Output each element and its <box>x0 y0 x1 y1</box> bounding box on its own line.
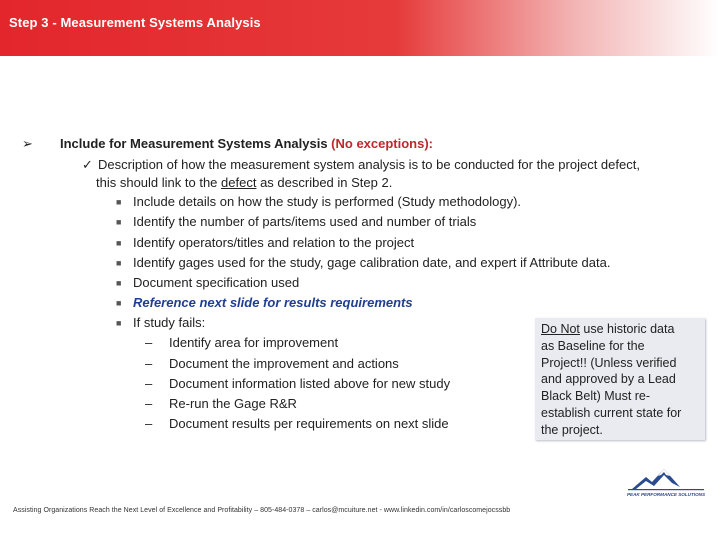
check-item <box>82 156 682 192</box>
mountain-logo-icon <box>624 467 708 499</box>
bullet-text: Identify operators/titles and relation to the project <box>133 235 415 250</box>
callout-note <box>535 318 705 440</box>
bullet-text: Identify the number of parts/items used and number of trials <box>133 214 477 229</box>
sub-item-text: Identify area for improvement <box>169 335 339 350</box>
sub-item <box>145 355 399 373</box>
bullet-item <box>116 254 610 272</box>
sub-item <box>145 395 297 413</box>
bullet-item <box>116 314 205 332</box>
bullet-item <box>116 213 476 231</box>
note-line: Project!! (Unless verified <box>541 355 677 370</box>
bullet-item <box>116 193 521 211</box>
note-underlined: Do Not <box>541 322 580 336</box>
note-line: Black Belt) Must re- <box>541 389 651 404</box>
note-line: the project. <box>541 422 603 437</box>
company-logo <box>624 467 708 499</box>
bullet-dot-icon: ■ <box>116 258 122 268</box>
bullet-item <box>116 274 299 292</box>
footer-text: Assisting Organizations Reach the Next Level of Excellence and Profitability – 805-484-0378 – carlos@mcuiture.net - www.linkedin.com/in/carloscomejocssbb <box>13 507 511 514</box>
section-heading <box>60 136 433 151</box>
note-line-1-rest: use historic data <box>579 322 675 336</box>
note-line: as Baseline for the <box>541 338 645 353</box>
note-line: and approved by a Lead <box>541 372 676 387</box>
heading-accent: (No exceptions): <box>331 136 434 151</box>
note-line: establish current state for <box>541 405 682 420</box>
check-text-1: Description of how the measurement system analysis is to be conducted for the project defect, <box>98 157 640 172</box>
bullet-dot-icon: ■ <box>116 217 122 227</box>
sub-item <box>145 375 450 393</box>
dash-icon: – <box>145 376 153 391</box>
bullet-text: Reference next slide for results requirements <box>133 295 413 310</box>
bullet-text: If study fails: <box>133 315 206 330</box>
bullet-dot-icon: ■ <box>116 238 122 248</box>
bullet-dot-icon: ■ <box>116 318 122 328</box>
sub-item <box>145 415 449 433</box>
check-text-2 <box>82 174 682 192</box>
dash-icon: – <box>145 396 153 411</box>
checkmark-icon: ✓ <box>82 157 93 172</box>
sub-item-text: Document information listed above for new study <box>169 376 451 391</box>
sub-item-text: Document the improvement and actions <box>169 356 399 371</box>
logo-text: PEAK PERFORMANCE SOLUTIONS <box>626 492 706 497</box>
bullet-text: Document specification used <box>133 275 300 290</box>
sub-item <box>145 334 338 352</box>
bullet-item <box>116 234 414 252</box>
dash-icon: – <box>145 356 153 371</box>
bullet-text: Identify gages used for the study, gage calibration date, and expert if Attribute data. <box>133 255 611 270</box>
slide-title: Step 3 - Measurement Systems Analysis <box>9 15 261 30</box>
arrow-bullet-icon: ➢ <box>22 136 33 151</box>
defect-link[interactable]: defect <box>221 175 257 190</box>
bullet-text: Include details on how the study is performed (Study methodology). <box>133 194 522 209</box>
bullet-item-emphasis <box>116 294 413 312</box>
dash-icon: – <box>145 335 153 350</box>
sub-item-text: Re-run the Gage R&R <box>169 396 297 411</box>
bullet-dot-icon: ■ <box>116 298 122 308</box>
check-text-2-pre: this should link to the <box>96 175 222 190</box>
sub-item-text: Document results per requirements on next slide <box>169 416 449 431</box>
dash-icon: – <box>145 416 153 431</box>
check-text-2-post: as described in Step 2. <box>256 175 393 190</box>
bullet-dot-icon: ■ <box>116 197 122 207</box>
note-line <box>541 321 705 338</box>
heading-main: Include for Measurement Systems Analysis <box>60 136 332 151</box>
bullet-dot-icon: ■ <box>116 278 122 288</box>
